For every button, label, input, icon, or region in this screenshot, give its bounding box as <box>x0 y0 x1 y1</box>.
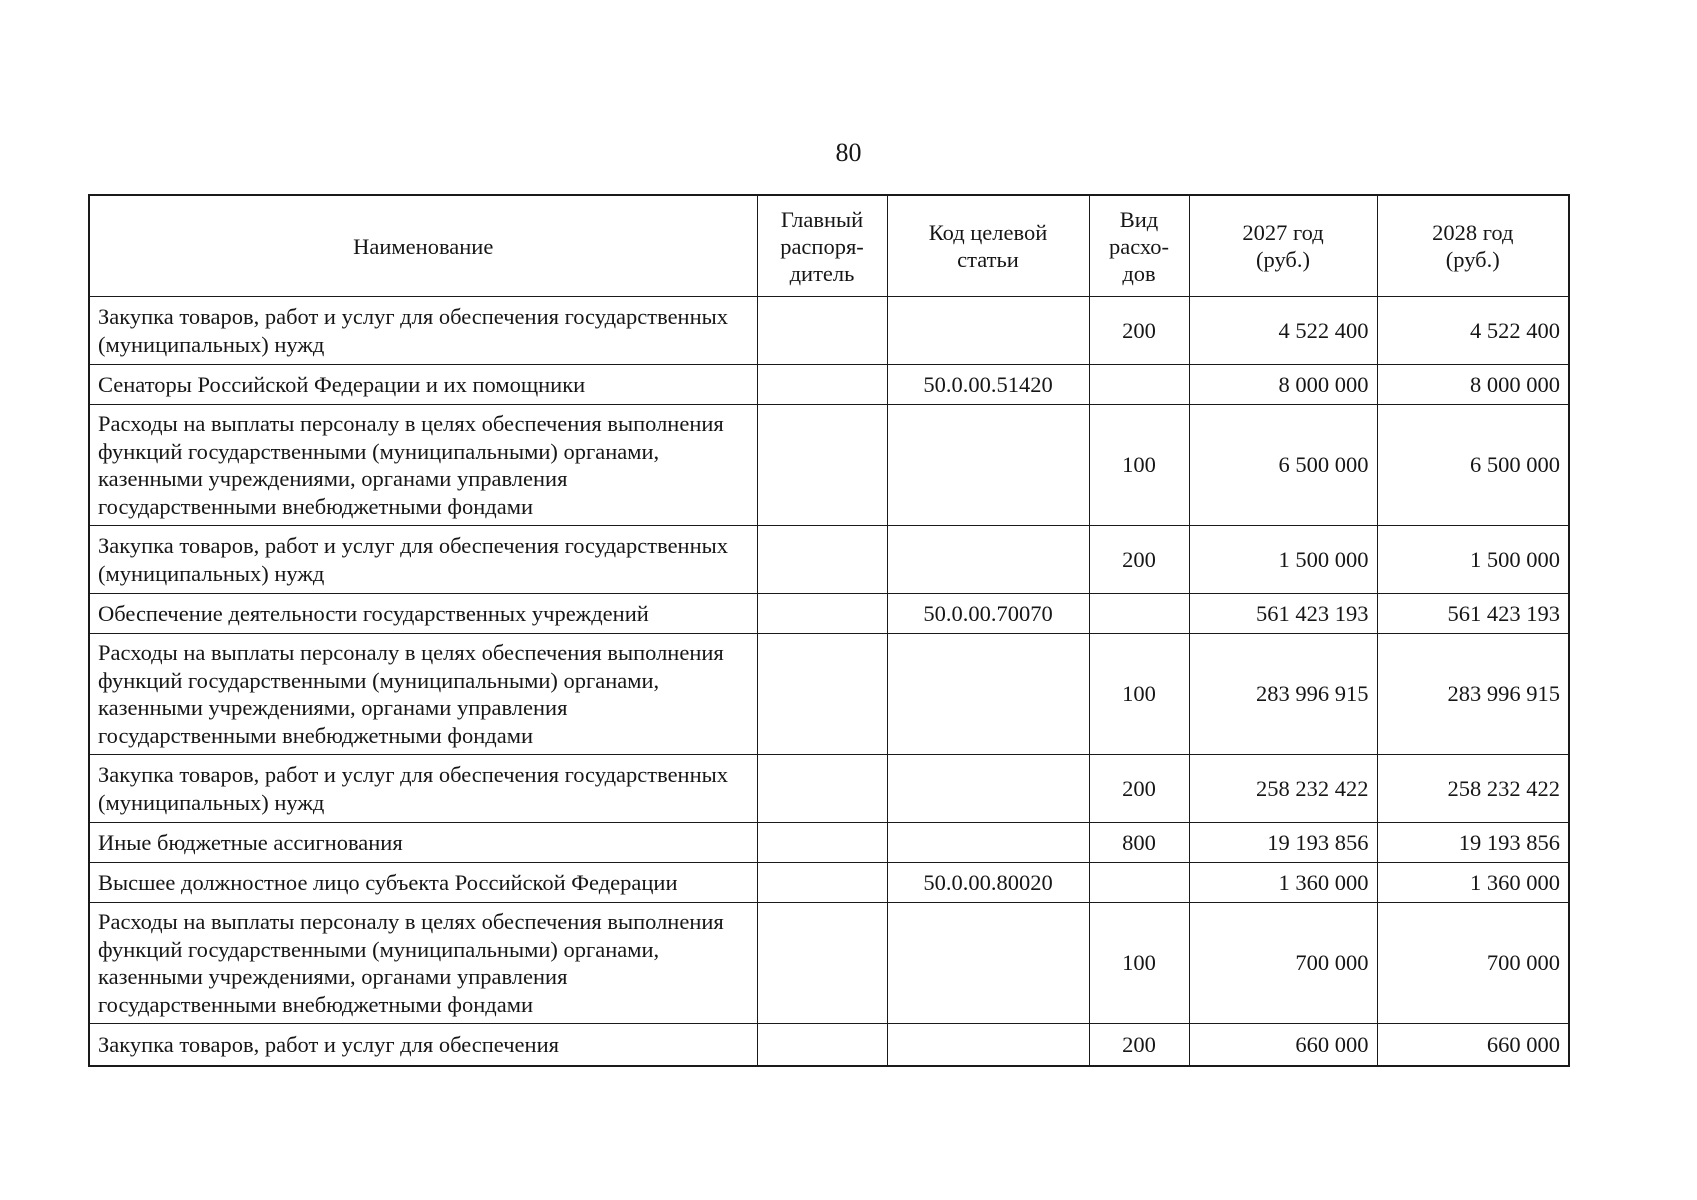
header-name: Наименование <box>89 195 757 297</box>
cell-name: Расходы на выплаты персоналу в целях обеспечения выполнения функций государственными (муниципальными) органами, казенными учреждениями, органами управления государственными внебюджетными фондами <box>89 903 757 1024</box>
cell-target-code <box>887 1024 1089 1067</box>
cell-main-manager <box>757 863 887 903</box>
cell-expense-type <box>1089 365 1189 405</box>
budget-table <box>88 194 1570 1067</box>
table-row <box>89 365 1569 405</box>
cell-year-2028: 283 996 915 <box>1377 634 1569 755</box>
cell-year-2027: 700 000 <box>1189 903 1377 1024</box>
header-year-2028: 2028 год (руб.) <box>1377 195 1569 297</box>
cell-main-manager <box>757 594 887 634</box>
cell-main-manager <box>757 405 887 526</box>
cell-main-manager <box>757 297 887 365</box>
cell-main-manager <box>757 634 887 755</box>
cell-name: Закупка товаров, работ и услуг для обеспечения государственных (муниципальных) нужд <box>89 526 757 594</box>
cell-year-2027: 6 500 000 <box>1189 405 1377 526</box>
cell-year-2028: 6 500 000 <box>1377 405 1569 526</box>
table-row <box>89 634 1569 755</box>
cell-name: Закупка товаров, работ и услуг для обеспечения государственных (муниципальных) нужд <box>89 755 757 823</box>
cell-year-2027: 19 193 856 <box>1189 823 1377 863</box>
header-target-code: Код целевой статьи <box>887 195 1089 297</box>
cell-target-code <box>887 755 1089 823</box>
cell-expense-type: 100 <box>1089 903 1189 1024</box>
cell-target-code: 50.0.00.51420 <box>887 365 1089 405</box>
table-row <box>89 594 1569 634</box>
cell-name: Сенаторы Российской Федерации и их помощники <box>89 365 757 405</box>
table-row <box>89 823 1569 863</box>
page-number: 80 <box>835 138 862 167</box>
cell-name: Иные бюджетные ассигнования <box>89 823 757 863</box>
cell-expense-type: 100 <box>1089 405 1189 526</box>
table-row <box>89 755 1569 823</box>
cell-year-2028: 660 000 <box>1377 1024 1569 1067</box>
cell-year-2028: 258 232 422 <box>1377 755 1569 823</box>
cell-name: Расходы на выплаты персоналу в целях обеспечения выполнения функций государственными (муниципальными) органами, казенными учреждениями, органами управления государственными внебюджетными фондами <box>89 405 757 526</box>
cell-year-2027: 258 232 422 <box>1189 755 1377 823</box>
cell-expense-type <box>1089 863 1189 903</box>
header-expense-type: Вид расхо- дов <box>1089 195 1189 297</box>
cell-name: Закупка товаров, работ и услуг для обеспечения государственных (муниципальных) нужд <box>89 297 757 365</box>
table-row <box>89 1024 1569 1067</box>
table-row <box>89 903 1569 1024</box>
table-header-row <box>89 195 1569 297</box>
cell-expense-type: 200 <box>1089 297 1189 365</box>
cell-target-code <box>887 526 1089 594</box>
cell-year-2028: 1 360 000 <box>1377 863 1569 903</box>
cell-target-code <box>887 903 1089 1024</box>
cell-year-2027: 1 360 000 <box>1189 863 1377 903</box>
cell-year-2027: 561 423 193 <box>1189 594 1377 634</box>
cell-name: Обеспечение деятельности государственных учреждений <box>89 594 757 634</box>
cell-year-2027: 283 996 915 <box>1189 634 1377 755</box>
cell-main-manager <box>757 755 887 823</box>
cell-year-2028: 8 000 000 <box>1377 365 1569 405</box>
cell-main-manager <box>757 903 887 1024</box>
table-row <box>89 526 1569 594</box>
header-year-2027: 2027 год (руб.) <box>1189 195 1377 297</box>
cell-year-2028: 1 500 000 <box>1377 526 1569 594</box>
cell-expense-type: 200 <box>1089 526 1189 594</box>
table-row <box>89 405 1569 526</box>
cell-main-manager <box>757 526 887 594</box>
cell-year-2027: 8 000 000 <box>1189 365 1377 405</box>
cell-target-code: 50.0.00.80020 <box>887 863 1089 903</box>
header-main-manager: Главный распоря- дитель <box>757 195 887 297</box>
cell-expense-type: 200 <box>1089 755 1189 823</box>
cell-year-2027: 1 500 000 <box>1189 526 1377 594</box>
cell-name: Расходы на выплаты персоналу в целях обеспечения выполнения функций государственными (муниципальными) органами, казенными учреждениями, органами управления государственными внебюджетными фондами <box>89 634 757 755</box>
cell-year-2027: 4 522 400 <box>1189 297 1377 365</box>
cell-main-manager <box>757 823 887 863</box>
table-row <box>89 863 1569 903</box>
cell-name: Высшее должностное лицо субъекта Российской Федерации <box>89 863 757 903</box>
cell-year-2028: 700 000 <box>1377 903 1569 1024</box>
cell-main-manager <box>757 1024 887 1067</box>
cell-target-code: 50.0.00.70070 <box>887 594 1089 634</box>
cell-target-code <box>887 823 1089 863</box>
cell-expense-type: 100 <box>1089 634 1189 755</box>
table-row <box>89 297 1569 365</box>
cell-main-manager <box>757 365 887 405</box>
cell-year-2027: 660 000 <box>1189 1024 1377 1067</box>
cell-target-code <box>887 297 1089 365</box>
cell-target-code <box>887 634 1089 755</box>
cell-name: Закупка товаров, работ и услуг для обеспечения <box>89 1024 757 1067</box>
cell-target-code <box>887 405 1089 526</box>
cell-expense-type: 800 <box>1089 823 1189 863</box>
cell-year-2028: 4 522 400 <box>1377 297 1569 365</box>
cell-expense-type <box>1089 594 1189 634</box>
cell-year-2028: 19 193 856 <box>1377 823 1569 863</box>
cell-expense-type: 200 <box>1089 1024 1189 1067</box>
cell-year-2028: 561 423 193 <box>1377 594 1569 634</box>
